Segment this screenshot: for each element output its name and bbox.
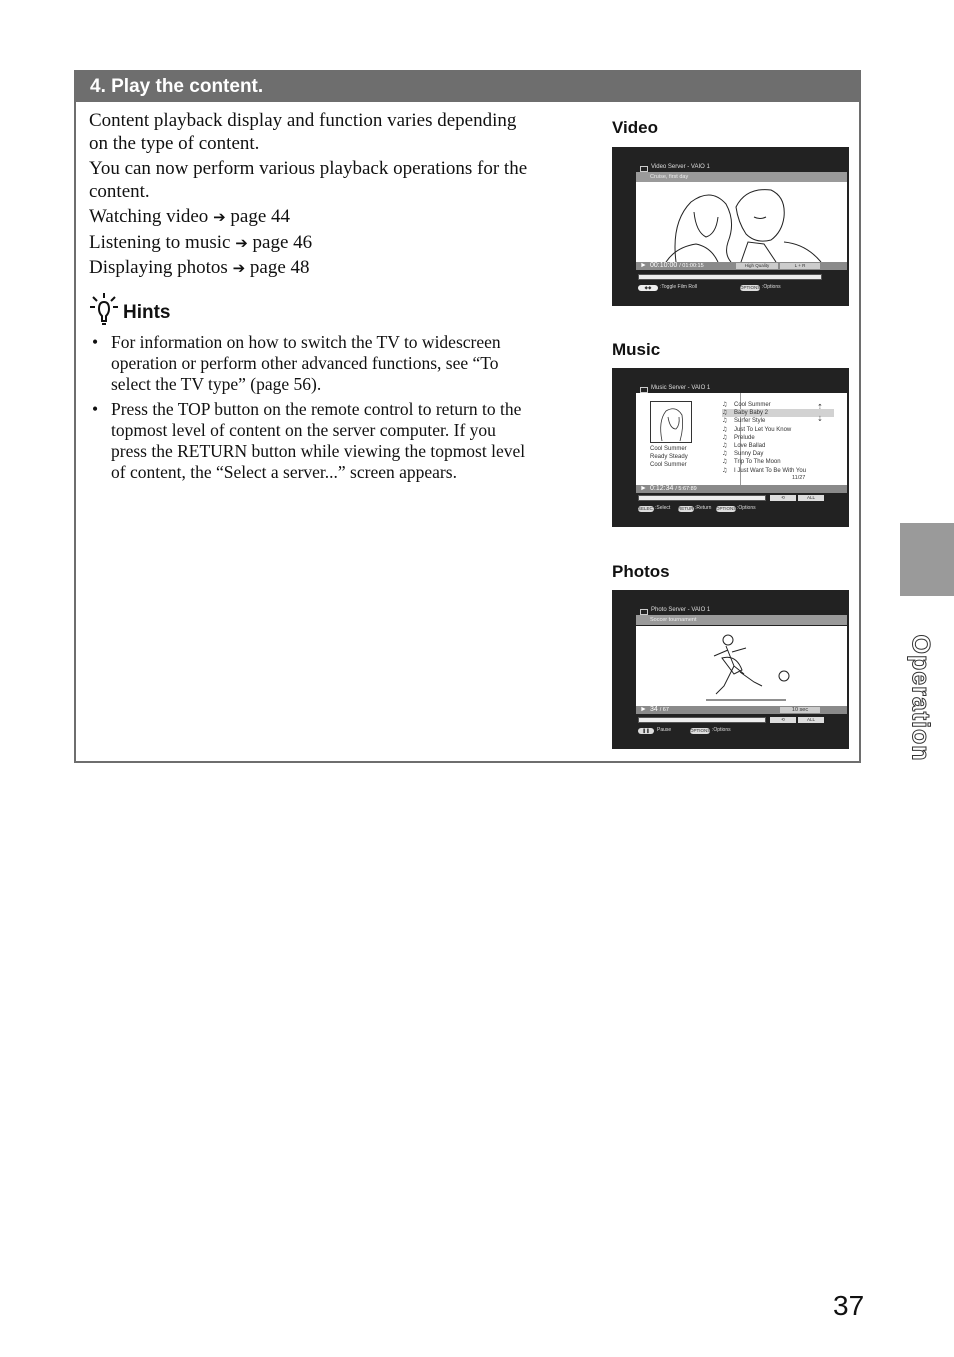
options-button[interactable]: OPTIONS: [690, 728, 711, 733]
side-tab: [900, 523, 954, 596]
arrow-keys-icon: ◆◆: [638, 285, 658, 291]
music-ref: Listening to music ➔ page 46: [89, 231, 313, 253]
video-title-bar: Cruise, first day: [636, 172, 847, 182]
photo-frame: [636, 626, 847, 706]
photo-progress-bar: ► 34 / 67: [636, 706, 847, 714]
intro-text: [89, 110, 529, 283]
music-page-link[interactable]: page 46: [252, 231, 313, 253]
interval-badge: 10 sec: [780, 707, 820, 713]
section-tab-label: Operation: [906, 634, 935, 762]
page-number: 37: [833, 1290, 865, 1321]
track-counter: 11/27: [792, 475, 806, 481]
repeat-mode[interactable]: ALL: [798, 495, 824, 501]
music-server-name: Music Server - VAIO 1: [651, 385, 711, 391]
scroll-up-icon[interactable]: ⇡: [817, 404, 823, 411]
hint-item: • For information on how to switch the TV to widescreen operation or perform other advanced functions, see “To select the TV type” (page 56).: [89, 332, 529, 395]
video-label: Video: [612, 118, 658, 137]
couple-illustration: [636, 182, 847, 262]
video-ref: Watching video ➔ page 44: [89, 206, 291, 227]
list-item[interactable]: ♫ Prelude: [722, 434, 834, 442]
arrow-icon: ➔: [232, 259, 246, 277]
help-options: :Options: [712, 727, 731, 733]
play-icon: ►: [640, 706, 647, 713]
quality-badge: High Quality: [736, 263, 778, 269]
music-seek-bar[interactable]: [638, 495, 766, 501]
play-icon: ►: [640, 485, 647, 492]
photo-ref: Displaying photos ➔ page 48: [89, 257, 310, 278]
options-button[interactable]: OPTIONS: [740, 285, 761, 290]
hints-title: Hints: [123, 302, 171, 323]
help-pause: Pause: [657, 727, 672, 733]
music-screen: [612, 368, 849, 527]
options-button[interactable]: OPTIONS: [716, 506, 737, 511]
list-item[interactable]: ♫ Just To Let You Know: [722, 426, 834, 434]
video-frame: [636, 182, 847, 262]
photo-page-link[interactable]: page 48: [249, 257, 310, 278]
repeat-mode[interactable]: ALL: [798, 717, 824, 723]
arrow-icon: ➔: [213, 208, 226, 226]
lightbulb-icon: [89, 292, 119, 326]
track-list: [722, 401, 834, 475]
photo-seek-bar[interactable]: [638, 717, 766, 723]
list-item[interactable]: ♫ Trip To The Moon: [722, 458, 834, 466]
photos-label: Photos: [612, 562, 670, 581]
hints-list: [89, 332, 529, 487]
pause-icon[interactable]: ❚❚: [638, 728, 654, 734]
list-item[interactable]: ♫ Baby Baby 2: [722, 409, 834, 417]
select-button[interactable]: SELECT: [638, 506, 656, 511]
repeat-icon[interactable]: ⟲: [770, 495, 796, 501]
photo-count: 34: [650, 706, 658, 713]
music-label: Music: [612, 340, 661, 359]
album-art: [650, 401, 692, 443]
list-item[interactable]: ♫ I Just Want To Be With You: [722, 467, 834, 475]
soccer-illustration: [636, 626, 847, 706]
intro-p2: You can now perform various playback operations for the content.: [89, 158, 528, 202]
help-options: :Options: [762, 284, 781, 290]
help-options: :Options: [737, 505, 756, 511]
video-seek-bar[interactable]: [638, 274, 822, 280]
photos-screen: [612, 590, 849, 749]
video-server-name: Video Server - VAIO 1: [651, 164, 710, 170]
repeat-icon[interactable]: ⟲: [770, 717, 796, 723]
help-return: :Return: [695, 505, 712, 511]
list-item[interactable]: ♫ Surfer Style: [722, 417, 834, 425]
photo-title-bar: Soccer tournament: [636, 615, 847, 625]
list-item[interactable]: ♫ Sunny Day: [722, 450, 834, 458]
video-time: 00:10:00: [650, 262, 678, 269]
video-progress-bar: ► 00:10:00 / 01:00:15: [636, 262, 847, 270]
intro-p1: Content playback display and function varies depending on the type of content.: [89, 110, 517, 154]
video-screen: [612, 147, 849, 306]
album-info: Cool Summer Ready Steady Cool Summer: [650, 446, 688, 468]
arrow-icon: ➔: [235, 233, 248, 252]
list-item[interactable]: ♫ Cool Summer: [722, 401, 834, 409]
box-title: 4. Play the content.: [76, 72, 859, 102]
music-progress-bar: ► 0:12:34 / 5:67:89: [636, 485, 847, 493]
list-item[interactable]: ♫ Love Ballad: [722, 442, 834, 450]
play-icon: ►: [640, 262, 647, 269]
help-select: :Select: [655, 505, 671, 511]
audio-badge: L + R: [780, 263, 820, 269]
music-time: 0:12:34: [650, 485, 674, 492]
scroll-down-icon[interactable]: ⇣: [817, 416, 823, 423]
hint-item: • Press the TOP button on the remote control to return to the topmost level of content on the server computer. If you press the RETURN button while viewing the topmost level of content, the “Select a server...” screen appears.: [89, 399, 529, 483]
hints-heading: [89, 292, 171, 332]
return-button[interactable]: RETURN: [678, 506, 697, 511]
video-page-link[interactable]: page 44: [230, 206, 291, 227]
photo-server-name: Photo Server - VAIO 1: [651, 607, 711, 613]
help-toggle-film: :Toggle Film Roll: [660, 284, 697, 290]
